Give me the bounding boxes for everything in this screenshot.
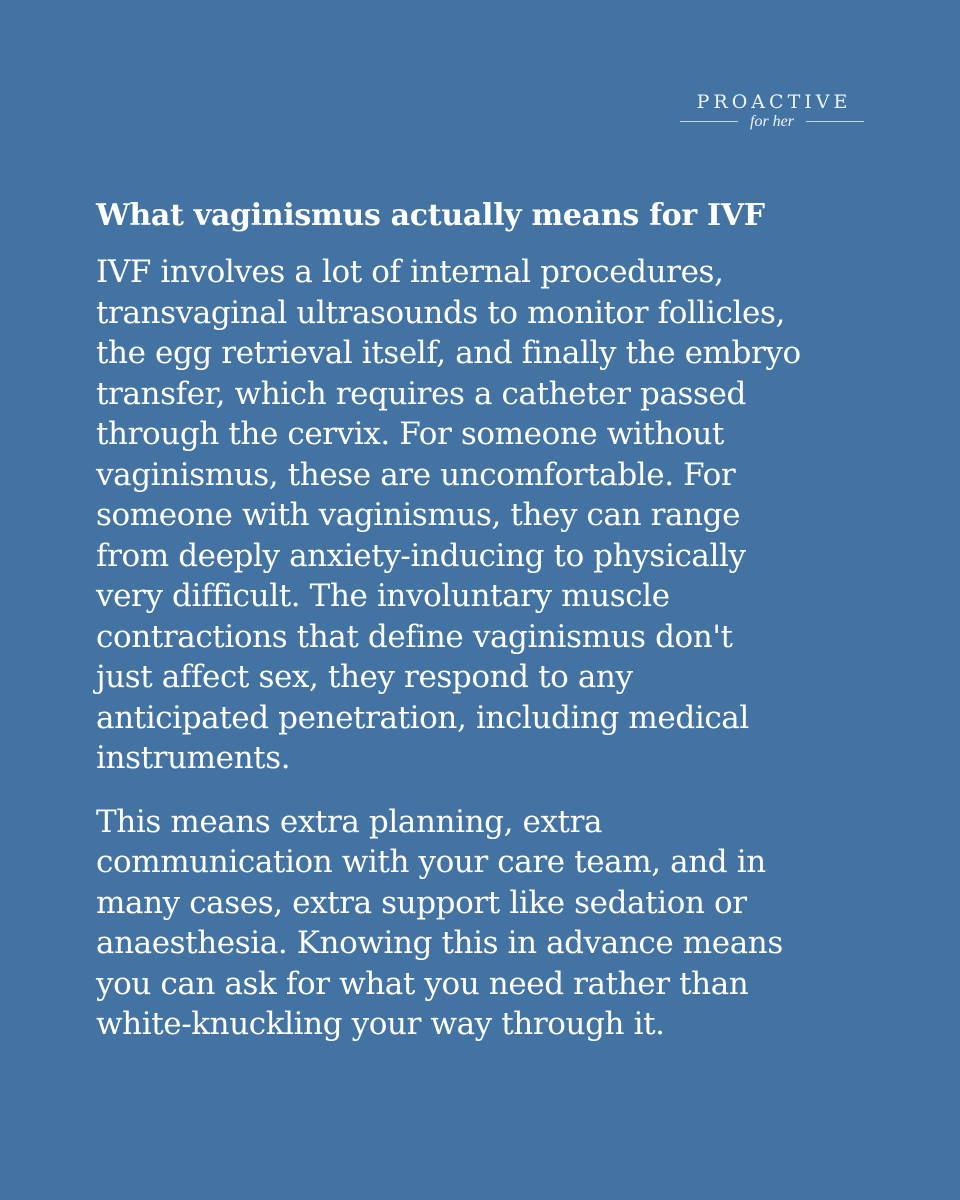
article-paragraph-2 xyxy=(96,802,866,1045)
paragraph-1-line-10: contractions that define vaginismus don't xyxy=(96,618,733,655)
paragraph-1-line-2: transvaginal ultrasounds to monitor follicles, xyxy=(96,294,785,331)
paragraph-1-line-4: transfer, which requires a catheter passed xyxy=(96,375,746,412)
article-paragraph-1 xyxy=(96,252,866,779)
paragraph-2-line-6: white-knuckling your way through it. xyxy=(96,1006,665,1042)
proactive-for-her-logo xyxy=(680,92,864,130)
paragraph-2-line-1: This means extra planning, extra xyxy=(96,803,603,840)
article-heading: What vaginismus actually means for IVF xyxy=(96,198,765,233)
logo-subtitle: for her xyxy=(750,112,794,130)
logo-title: PROACTIVE xyxy=(696,91,852,113)
paragraph-1-line-7: someone with vaginismus, they can range xyxy=(96,497,741,533)
paragraph-1-line-9: very difficult. The involuntary muscle xyxy=(96,578,670,614)
paragraph-1-line-12: anticipated penetration, including medical xyxy=(96,699,749,736)
paragraph-2-line-3: many cases, extra support like sedation or xyxy=(96,884,747,921)
paragraph-1-line-6: vaginismus, these are uncomfortable. For xyxy=(96,456,736,493)
paragraph-2-line-5: you can ask for what you need rather than xyxy=(96,965,749,1002)
paragraph-1-line-13: instruments. xyxy=(96,740,291,776)
paragraph-1-line-8: from deeply anxiety-inducing to physically xyxy=(96,537,746,574)
logo-subtitle-row xyxy=(680,114,864,130)
paragraph-1-line-11: just affect sex, they respond to any xyxy=(96,659,633,695)
logo-right-rule xyxy=(806,121,864,122)
paragraph-2-line-4: anaesthesia. Knowing this in advance means xyxy=(96,925,783,961)
article-content xyxy=(96,187,866,1045)
paragraph-1-line-5: through the cervix. For someone without xyxy=(96,416,724,452)
paragraph-1-line-3: the egg retrieval itself, and finally the embryo xyxy=(96,335,801,371)
paragraph-1-line-1: IVF involves a lot of internal procedures, xyxy=(96,254,724,290)
logo-left-rule xyxy=(680,121,738,122)
paragraph-2-line-2: communication with your care team, and in xyxy=(96,844,766,880)
